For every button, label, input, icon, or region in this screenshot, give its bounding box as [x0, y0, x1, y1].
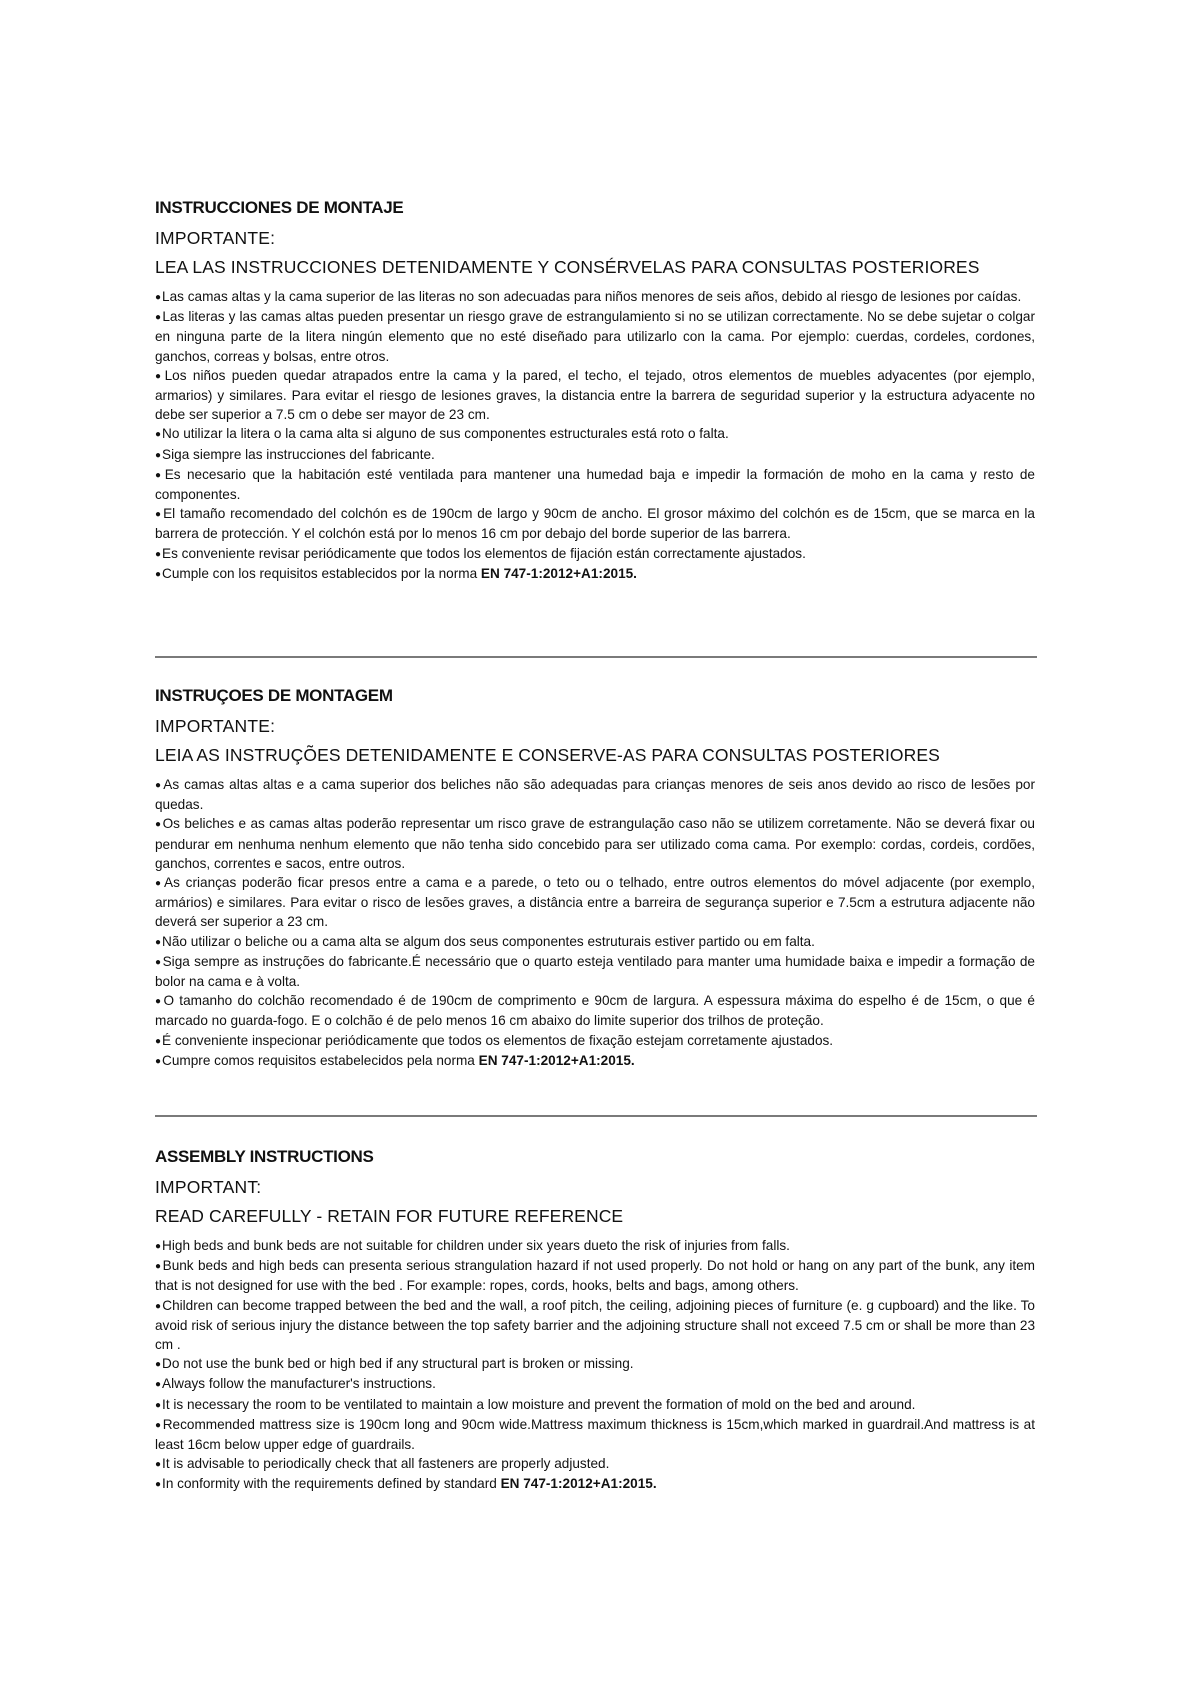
bullet-icon: ● [155, 878, 164, 890]
list-item: ●El tamaño recomendado del colchón es de 190cm de largo y 90cm de ancho. El grosor máximo del colchón es de 15cm, que se marca en la barrera de protección. Y el colchón está por lo menos 16 cm por debajo del borde superior de las barrera. [155, 506, 1035, 542]
standard-reference: EN 747-1:2012+A1:2015. [500, 1476, 657, 1492]
bullet-icon: ● [155, 1241, 162, 1252]
bullet-icon: ● [155, 548, 162, 560]
bullet-icon: ● [155, 1379, 162, 1391]
list-item: ●O tamanho do colchão recomendado é de 190cm de comprimento e 90cm de largura. A espessura máxima do espelho é de 15cm, o que é marcado no guarda-fogo. E o colchão é de pelo menos 16 cm abaixo do limite superior dos trilhos de proteção. [155, 993, 1035, 1029]
list-item: ●Los niños pueden quedar atrapados entre la cama y la pared, el techo, el tejado, otros elementos de muebles adyacentes (por ejemplo, armarios) y similares. Para evitar el riesgo de lesiones graves, la distancia entre la barrera de seguridad superior y la estructura adyacente no debe ser superior a 7.5 cm o debe ser mayor de 23 cm. [155, 367, 1035, 423]
list-item: ●Es necesario que la habitación esté ventilada para mantener una humedad baja e impedir la formación de moho en la cama y resto de componentes. [155, 466, 1035, 503]
section-subheading: LEIA AS INSTRUÇÕES DETENIDAMENTE E CONSERVE-AS PARA CONSULTAS POSTERIORES [155, 745, 940, 765]
bullet-icon: ● [155, 509, 163, 521]
bullet-icon: ● [155, 1035, 162, 1047]
list-item: ●It is necessary the room to be ventilated to maintain a low moisture and prevent the formation of mold on the bed and around. [155, 1396, 916, 1412]
english-section [155, 1145, 1035, 1495]
bullet-icon: ● [155, 1055, 162, 1067]
bullet-icon: ● [155, 1479, 162, 1491]
bullet-icon: ● [155, 936, 162, 948]
list-item: ●It is advisable to periodically check that all fasteners are properly adjusted. [155, 1456, 610, 1472]
section-divider [155, 656, 1037, 658]
bullet-icon: ● [155, 1399, 162, 1411]
list-item: ●Siga sempre as instruções do fabricante.É necessário que o quarto esteja ventilado para manter uma humidade baixa e impedir a formação de bolor na cama e à volta. [155, 953, 1035, 990]
list-item: ●Es conveniente revisar periódicamente que todos los elementos de fijación están correctamente ajustados. [155, 545, 806, 561]
list-item: ●Do not use the bunk bed or high bed if any structural part is broken or missing. [155, 1356, 634, 1372]
list-item: ●Cumple con los requisitos establecidos por la norma EN 747-1:2012+A1:2015. [155, 565, 637, 581]
bullet-icon: ● [155, 568, 162, 580]
list-item: ●Bunk beds and high beds can presenta serious strangulation hazard if not used properly. Do not hold or hang on any part of the bunk, any item that is not designed for use with the bed . For example: ropes, cords, hooks, belts and bags, among others. [155, 1258, 1035, 1294]
list-item: ●Always follow the manufacturer's instructions. [155, 1376, 436, 1392]
list-item: ●Las literas y las camas altas pueden presentar un riesgo grave de estrangulamiento si no se utilizan correctamente. No se debe sujetar o colgar en ninguna parte de la litera ningún elemento que no esté diseñado para utilizarlo con la cama. Por ejemplo: cuerdas, cordeles, cordones, ganchos, correas y bolsas, entre otros. [155, 309, 1035, 364]
section-heading: INSTRUÇOES DE MONTAGEM [155, 686, 393, 705]
section-heading: INSTRUCCIONES DE MONTAJE [155, 198, 404, 217]
bullet-icon: ● [155, 370, 164, 382]
list-item: ●High beds and bunk beds are not suitable for children under six years dueto the risk of injuries from falls. [155, 1238, 790, 1253]
list-item: ●Não utilizar o beliche ou a cama alta se algum dos seus componentes estruturais estiver partido ou em falta. [155, 933, 815, 949]
section-subheading: LEA LAS INSTRUCCIONES DETENIDAMENTE Y CONSÉRVELAS PARA CONSULTAS POSTERIORES [155, 257, 980, 277]
bullet-icon: ● [155, 429, 162, 441]
list-item: ●Children can become trapped between the bed and the wall, a roof pitch, the ceiling, adjoining pieces of furniture (e. g cupboard) and the like. To avoid risk of serious injury the distance between the top safety barrier and the adjoining structure shall not exceed 7.5 cm or shall be more than 23 cm . [155, 1297, 1035, 1353]
bullet-icon: ● [155, 1359, 162, 1371]
bullet-list [155, 287, 1035, 584]
spanish-section [155, 196, 1035, 584]
list-item: ●Recommended mattress size is 190cm long and 90cm wide.Mattress maximum thickness is 15cm,which marked in guardrail.And mattress is at least 16cm below upper edge of guardrails. [155, 1416, 1035, 1453]
bullet-icon: ● [155, 1459, 162, 1471]
list-item: ●Cumpre comos requisitos estabelecidos pela norma EN 747-1:2012+A1:2015. [155, 1052, 635, 1068]
standard-reference: EN 747-1:2012+A1:2015. [478, 1052, 635, 1068]
list-item: ●As camas altas altas e a cama superior dos beliches não são adequadas para crianças menores de seis anos devido ao risco de lesões por quedas. [155, 777, 1035, 813]
bullet-icon: ● [155, 1261, 162, 1273]
list-item: ●Os beliches e as camas altas poderão representar um risco grave de estrangulação caso não se utilizem corretamente. Não se deverá fixar ou pendurar em nenhuma nenhum elemento que não tenha sido concebido para ser utilizado coma cama. Por exemplo: cordas, cordeis, cordões, ganchos, correntes e sacos, entre outros. [155, 816, 1035, 871]
important-label: IMPORTANTE: [155, 228, 276, 248]
bullet-icon: ● [155, 1300, 162, 1312]
bullet-icon: ● [155, 292, 162, 303]
bullet-icon: ● [155, 449, 162, 461]
bullet-icon: ● [155, 780, 163, 791]
bullet-icon: ● [155, 996, 163, 1008]
standard-reference: EN 747-1:2012+A1:2015. [480, 565, 637, 581]
bullet-icon: ● [155, 956, 162, 968]
bullet-icon: ● [155, 819, 162, 831]
portuguese-section [155, 684, 1035, 1071]
bullet-icon: ● [155, 469, 164, 481]
list-item: ●Las camas altas y la cama superior de las literas no son adecuadas para niños menores de seis años, debido al riesgo de lesiones por caídas. [155, 289, 1022, 304]
bullet-icon: ● [155, 312, 162, 324]
bullet-icon: ● [155, 1419, 162, 1431]
list-item: ●No utilizar la litera o la cama alta si alguno de sus componentes estructurales está roto o falta. [155, 426, 729, 442]
important-label: IMPORTANTE: [155, 716, 276, 736]
section-subheading: READ CAREFULLY - RETAIN FOR FUTURE REFERENCE [155, 1206, 624, 1226]
section-heading: ASSEMBLY INSTRUCTIONS [155, 1147, 374, 1166]
list-item: ●É conveniente inspecionar periódicamente que todos os elementos de fixação estejam corretamente ajustados. [155, 1032, 834, 1048]
section-divider [155, 1115, 1037, 1117]
list-item: ●As crianças poderão ficar presos entre a cama e a parede, o teto ou o telhado, entre outros elementos do móvel adjacente (por exemplo, armários) e similares. Para evitar o risco de lesões graves, a distância entre a barreira de segurança superior e 7.5cm a estrutura adjacente não deverá ser superior a 23 cm. [155, 875, 1035, 930]
important-label: IMPORTANT: [155, 1177, 262, 1197]
list-item: ●Siga siempre las instrucciones del fabricante. [155, 446, 435, 462]
bullet-list [155, 1236, 1035, 1495]
bullet-list [155, 775, 1035, 1071]
list-item: ●In conformity with the requirements defined by standard EN 747-1:2012+A1:2015. [155, 1476, 657, 1492]
